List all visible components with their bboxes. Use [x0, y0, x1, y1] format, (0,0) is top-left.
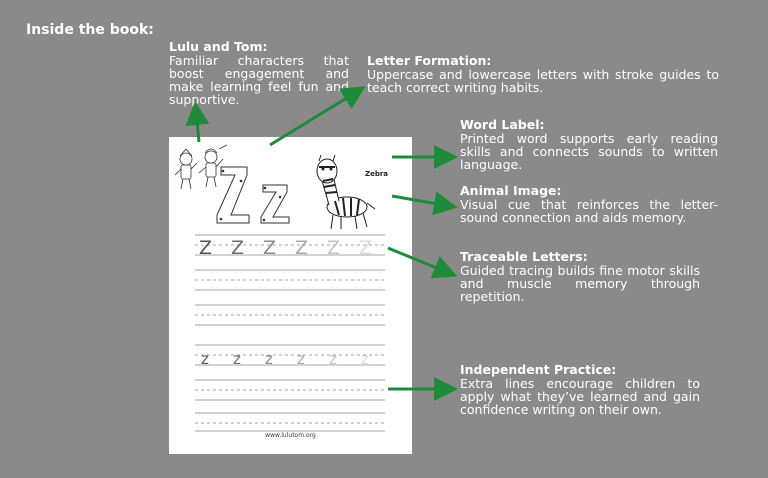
- callout-title: Independent Practice:: [460, 362, 617, 377]
- callout-description: Uppercase and lowercase letters with stroke guides to teach correct writing habits.: [367, 67, 719, 95]
- arrow-to-traceable-letters: [388, 248, 449, 273]
- trace-letter: z: [201, 350, 209, 368]
- trace-letter: Z: [327, 237, 341, 259]
- arrow-to-animal-image: [392, 196, 449, 206]
- callout-title: Lulu and Tom:: [169, 39, 268, 54]
- callout-title: Word Label:: [460, 117, 545, 132]
- trace-letter: Z: [359, 237, 373, 259]
- arrow-to-letter-formation: [270, 91, 358, 145]
- section-heading: Inside the book:: [26, 22, 154, 38]
- trace-letter: z: [297, 350, 305, 368]
- trace-letter: Z: [199, 237, 213, 259]
- trace-letter: Z: [231, 237, 245, 259]
- trace-letter: z: [361, 350, 369, 368]
- trace-letter: Z: [295, 237, 309, 259]
- arrow-to-characters: [196, 110, 199, 142]
- footer-url: www.lulutom.org: [265, 432, 316, 439]
- callout-description: Familiar characters that boost engagement and make learning feel fun and supportive.: [169, 53, 349, 107]
- trace-letter: z: [329, 350, 337, 368]
- trace-letter: z: [233, 350, 241, 368]
- trace-letter: Z: [263, 237, 277, 259]
- callout-title: Traceable Letters:: [460, 249, 588, 264]
- callout-title: Animal Image:: [460, 183, 562, 198]
- callout-description: Guided tracing builds fine motor skills and muscle memory through repetition.: [460, 263, 700, 304]
- trace-letter: z: [265, 350, 273, 368]
- word-label-zebra: Zebra: [365, 170, 389, 178]
- callout-description: Printed word supports early reading skills and connects sounds to written language.: [460, 131, 718, 172]
- callout-description: Extra lines encourage children to apply what they’ve learned and gain confidence writing on their own.: [460, 376, 700, 417]
- callout-description: Visual cue that reinforces the letter-sound connection and aids memory.: [460, 197, 718, 225]
- callout-title: Letter Formation:: [367, 53, 492, 68]
